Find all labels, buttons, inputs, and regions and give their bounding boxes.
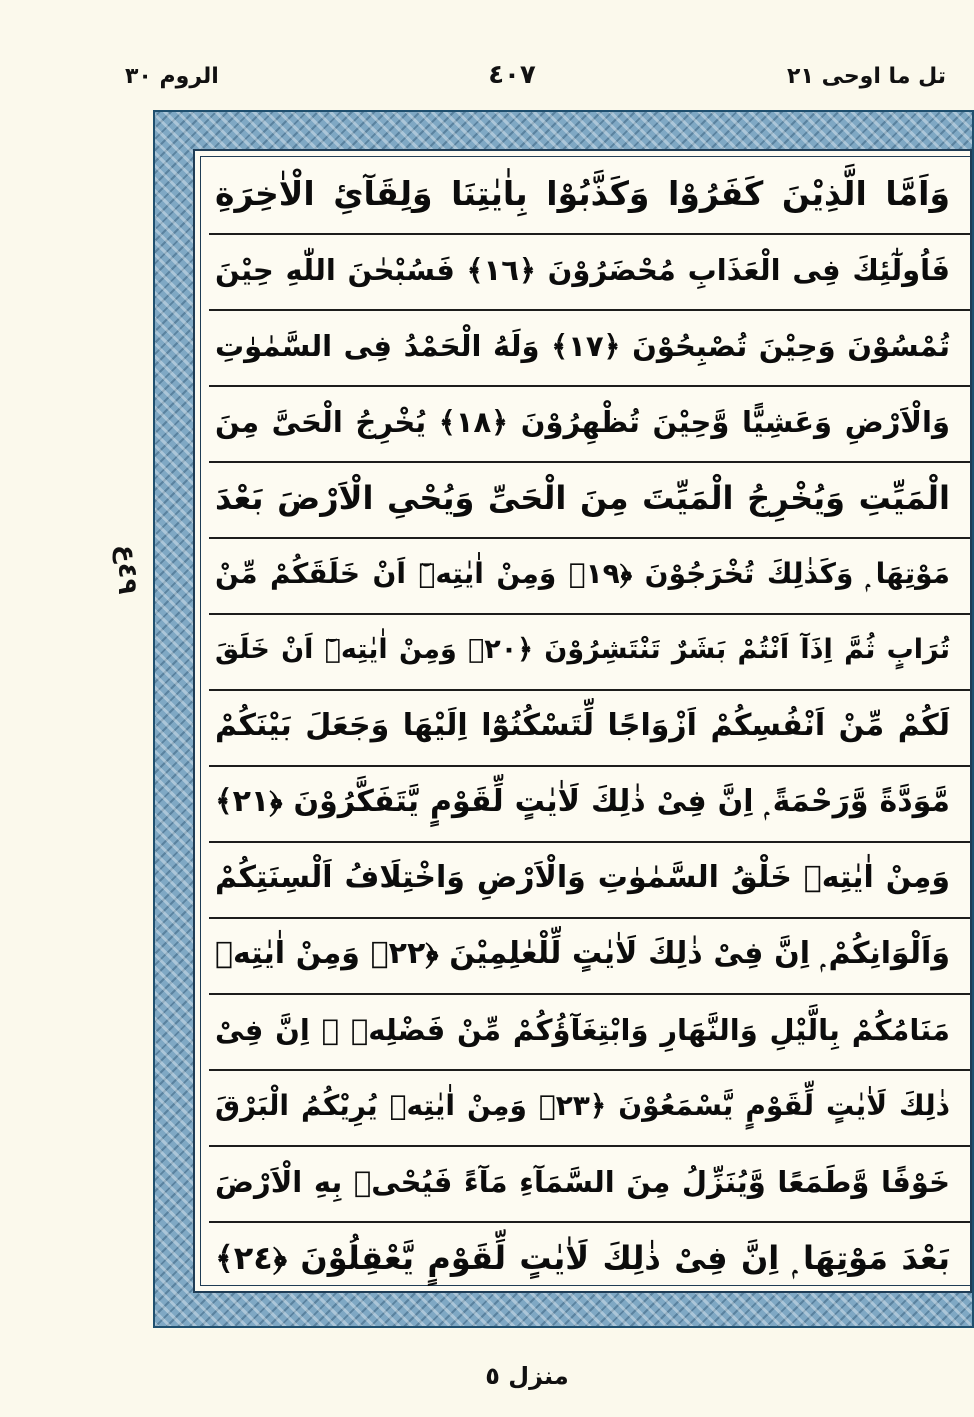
verse-line-13: ذٰلِكَ لَاٰيٰتٍ لِّقَوْمٍ يَّسْمَعُوْنَ ﴿٢٣﴾ وَمِنْ اٰيٰتِهٖ يُرِيْكُمُ الْبَرْقَ <box>209 1071 970 1147</box>
verse-line-10: وَمِنْ اٰيٰتِهٖ خَلْقُ السَّمٰوٰتِ وَالْاَرْضِ وَاخْتِلَافُ اَلْسِنَتِكُمْ <box>209 843 970 919</box>
manzil-footer: منزل ٥ <box>485 1362 569 1390</box>
page-header <box>0 58 974 98</box>
verse-line-6: مَوْتِهَا ۭ وَكَذٰلِكَ تُخْرَجُوْنَ ﴿١٩﴾ وَمِنْ اٰيٰتِهٖٓ اَنْ خَلَقَكُمْ مِّنْ <box>209 539 970 615</box>
verse-line-2: فَاُولٰٓئِكَ فِى الْعَذَابِ مُحْضَرُوْنَ ﴿١٦﴾ فَسُبْحٰنَ اللّٰهِ حِيْنَ <box>209 235 970 311</box>
verse-line-5: الْمَيِّتِ وَيُخْرِجُ الْمَيِّتَ مِنَ الْحَىِّ وَيُحْىِ الْاَرْضَ بَعْدَ <box>209 463 970 539</box>
page-number: ٤٠٧ <box>488 60 536 90</box>
verse-lines <box>209 159 970 1299</box>
verse-line-11: وَاَلْوَانِكُمْ ۭ اِنَّ فِىْ ذٰلِكَ لَاٰيٰتٍ لِّلْعٰلِمِيْنَ ﴿٢٢﴾ وَمِنْ اٰيٰتِهٖ <box>209 919 970 995</box>
verse-line-14: خَوْفًا وَّطَمَعًا وَّيُنَزِّلُ مِنَ السَّمَآءِ مَآءً فَيُحْىٖ بِهِ الْاَرْضَ <box>209 1147 970 1223</box>
verse-line-7: تُرَابٍ ثُمَّ اِذَآ اَنْتُمْ بَشَرٌ تَنْتَشِرُوْنَ ﴿٢٠﴾ وَمِنْ اٰيٰتِهٖٓ اَنْ خَلَقَ <box>209 615 970 691</box>
verse-line-1: وَاَمَّا الَّذِيْنَ كَفَرُوْا وَكَذَّبُوْا بِاٰيٰتِنَا وَلِقَآئِ الْاٰخِرَةِ <box>209 159 970 235</box>
verse-line-9: مَّوَدَّةً وَّرَحْمَةً ۭ اِنَّ فِىْ ذٰلِكَ لَاٰيٰتٍ لِّقَوْمٍ يَّتَفَكَّرُوْنَ ﴿٢١﴾ <box>209 767 970 843</box>
text-panel <box>193 149 972 1293</box>
surah-name: الروم ٣٠ <box>125 64 219 89</box>
verse-line-8: لَكُمْ مِّنْ اَنْفُسِكُمْ اَزْوَاجًا لِّتَسْكُنُوْٓا اِلَيْهَا وَجَعَلَ بَيْنَكُمْ <box>209 691 970 767</box>
ornamental-border <box>153 110 974 1328</box>
verse-line-4: وَالْاَرْضِ وَعَشِيًّا وَّحِيْنَ تُظْهِرُوْنَ ﴿١٨﴾ يُخْرِجُ الْحَىَّ مِنَ <box>209 387 970 463</box>
ruku-marker: ٤٩ع <box>112 545 142 595</box>
para-name: تل ما اوحی ٢١ <box>787 64 946 89</box>
verse-line-15: بَعْدَ مَوْتِهَا ۭ اِنَّ فِىْ ذٰلِكَ لَاٰيٰتٍ لِّقَوْمٍ يَّعْقِلُوْنَ ﴿٢٤﴾ <box>215 1239 950 1277</box>
verse-line-3: تُمْسُوْنَ وَحِيْنَ تُصْبِحُوْنَ ﴿١٧﴾ وَلَهُ الْحَمْدُ فِى السَّمٰوٰتِ <box>209 311 970 387</box>
verse-line-12: مَنَامُكُمْ بِالَّيْلِ وَالنَّهَارِ وَابْتِغَآؤُكُمْ مِّنْ فَضْلِهٖ ۭ اِنَّ فِىْ <box>209 995 970 1071</box>
